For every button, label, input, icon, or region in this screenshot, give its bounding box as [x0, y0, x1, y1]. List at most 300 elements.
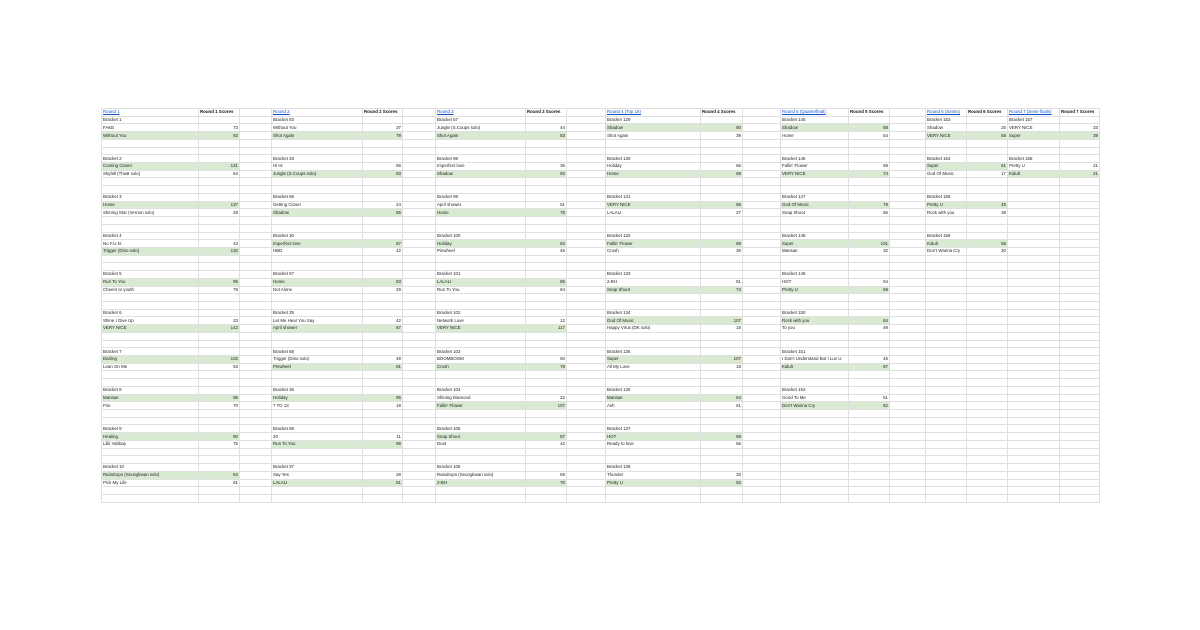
cell[interactable]	[526, 386, 567, 394]
cell[interactable]	[272, 147, 363, 155]
cell[interactable]	[606, 217, 701, 225]
cell[interactable]	[849, 487, 890, 495]
song-score-cell[interactable]: 131	[199, 163, 240, 171]
cell[interactable]	[849, 186, 890, 194]
song-score-cell[interactable]: 28	[363, 471, 403, 479]
bracket-title[interactable]: Bracket 130	[606, 155, 701, 163]
cell[interactable]	[849, 147, 890, 155]
song-name-cell[interactable]: Raindrops (Seungkwan solo)	[102, 471, 199, 479]
song-score-cell[interactable]: 25	[967, 124, 1008, 132]
cell[interactable]	[967, 348, 1008, 356]
song-name-cell[interactable]: Super	[781, 240, 849, 248]
cell[interactable]	[1008, 147, 1060, 155]
bracket-title[interactable]: Bracket 134	[606, 309, 701, 317]
cell[interactable]	[1060, 348, 1100, 356]
song-name-cell[interactable]: Home	[606, 170, 701, 178]
cell[interactable]	[199, 186, 240, 194]
cell[interactable]	[1008, 247, 1060, 255]
song-name-cell[interactable]: Jungle (S.Coups solo)	[272, 170, 363, 178]
cell[interactable]	[1008, 386, 1060, 394]
cell[interactable]	[363, 487, 403, 495]
song-name-cell[interactable]: VERY NICE	[606, 201, 701, 209]
song-score-cell[interactable]: 49	[849, 325, 890, 333]
cell[interactable]	[526, 255, 567, 263]
song-name-cell[interactable]: Shadow	[272, 209, 363, 217]
cell[interactable]	[199, 116, 240, 124]
song-name-cell[interactable]: Shadow	[606, 124, 701, 132]
cell[interactable]	[849, 440, 890, 448]
song-score-cell[interactable]: 98	[363, 440, 403, 448]
song-score-cell[interactable]: 64	[849, 132, 890, 140]
song-name-cell[interactable]: Without You	[272, 124, 363, 132]
cell[interactable]	[199, 386, 240, 394]
cell[interactable]	[701, 417, 743, 425]
cell[interactable]	[701, 487, 743, 495]
cell[interactable]	[926, 340, 967, 348]
song-score-cell[interactable]: 81	[363, 363, 403, 371]
cell[interactable]	[849, 371, 890, 379]
bracket-title[interactable]: Bracket 98	[436, 155, 526, 163]
cell[interactable]	[781, 294, 849, 302]
cell[interactable]	[701, 147, 743, 155]
cell[interactable]	[701, 139, 743, 147]
cell[interactable]	[526, 294, 567, 302]
cell[interactable]	[199, 294, 240, 302]
bracket-title[interactable]: Bracket 152	[781, 386, 849, 394]
song-score-cell[interactable]: 107	[526, 402, 567, 410]
cell[interactable]	[363, 379, 403, 387]
cell[interactable]	[926, 410, 967, 418]
cell[interactable]	[926, 278, 967, 286]
cell[interactable]	[1008, 433, 1060, 441]
cell[interactable]	[606, 494, 701, 502]
song-score-cell[interactable]: 107	[701, 356, 743, 364]
cell[interactable]	[1008, 440, 1060, 448]
cell[interactable]	[199, 417, 240, 425]
song-name-cell[interactable]: Shadow	[781, 124, 849, 132]
song-name-cell[interactable]: Shot Again	[606, 132, 701, 140]
round-header-link[interactable]: Round 5 (Quarterfinal)	[781, 109, 849, 117]
cell[interactable]	[1008, 209, 1060, 217]
song-score-cell[interactable]: 79	[363, 132, 403, 140]
cell[interactable]	[849, 263, 890, 271]
cell[interactable]	[1008, 494, 1060, 502]
bracket-title[interactable]: Bracket 3	[102, 193, 199, 201]
bracket-title[interactable]: Bracket 30	[272, 232, 363, 240]
cell[interactable]	[606, 448, 701, 456]
cell[interactable]	[199, 494, 240, 502]
song-name-cell[interactable]: Let Me Hear You Say	[272, 317, 363, 325]
cell[interactable]	[967, 286, 1008, 294]
cell[interactable]	[606, 379, 701, 387]
song-name-cell[interactable]: Holiday	[272, 394, 363, 402]
cell[interactable]	[606, 255, 701, 263]
song-score-cell[interactable]: 82	[849, 402, 890, 410]
song-score-cell[interactable]: 11	[363, 433, 403, 441]
song-score-cell[interactable]: 58	[967, 132, 1008, 140]
cell[interactable]	[701, 410, 743, 418]
cell[interactable]	[781, 410, 849, 418]
cell[interactable]	[102, 186, 199, 194]
cell[interactable]	[363, 155, 403, 163]
cell[interactable]	[436, 494, 526, 502]
cell[interactable]	[701, 340, 743, 348]
cell[interactable]	[926, 363, 967, 371]
song-score-cell[interactable]: 51	[701, 278, 743, 286]
song-name-cell[interactable]: Imperfect love	[272, 240, 363, 248]
song-score-cell[interactable]: 49	[363, 356, 403, 364]
cell[interactable]	[701, 301, 743, 309]
cell[interactable]	[926, 448, 967, 456]
cell[interactable]	[926, 271, 967, 279]
cell[interactable]	[436, 417, 526, 425]
cell[interactable]	[926, 379, 967, 387]
cell[interactable]	[526, 193, 567, 201]
song-name-cell[interactable]: Run To You	[102, 278, 199, 286]
cell[interactable]	[926, 263, 967, 271]
cell[interactable]	[1008, 224, 1060, 232]
cell[interactable]	[102, 255, 199, 263]
cell[interactable]	[926, 464, 967, 472]
cell[interactable]	[272, 178, 363, 186]
song-score-cell[interactable]: 63	[199, 363, 240, 371]
song-name-cell[interactable]: Fallin' Flower	[781, 163, 849, 171]
cell[interactable]	[199, 178, 240, 186]
song-name-cell[interactable]: Getting Closer	[272, 201, 363, 209]
song-score-cell[interactable]: 87	[849, 363, 890, 371]
cell[interactable]	[199, 301, 240, 309]
cell[interactable]	[781, 379, 849, 387]
cell[interactable]	[926, 402, 967, 410]
cell[interactable]	[606, 147, 701, 155]
cell[interactable]	[967, 402, 1008, 410]
cell[interactable]	[526, 410, 567, 418]
cell[interactable]	[1060, 139, 1100, 147]
cell[interactable]	[1060, 155, 1100, 163]
cell[interactable]	[926, 433, 967, 441]
song-score-cell[interactable]: 61	[967, 163, 1008, 171]
cell[interactable]	[526, 379, 567, 387]
song-score-cell[interactable]: 69	[701, 433, 743, 441]
cell[interactable]	[701, 232, 743, 240]
cell[interactable]	[701, 348, 743, 356]
bracket-title[interactable]: Bracket 4	[102, 232, 199, 240]
cell[interactable]	[967, 340, 1008, 348]
cell[interactable]	[967, 193, 1008, 201]
cell[interactable]	[1008, 479, 1060, 487]
cell[interactable]	[967, 363, 1008, 371]
cell[interactable]	[363, 139, 403, 147]
cell[interactable]	[967, 371, 1008, 379]
cell[interactable]	[1008, 240, 1060, 248]
bracket-title[interactable]: Bracket 147	[781, 193, 849, 201]
cell[interactable]	[1008, 186, 1060, 194]
cell[interactable]	[701, 155, 743, 163]
song-score-cell[interactable]: 42	[526, 440, 567, 448]
cell[interactable]	[1060, 494, 1100, 502]
cell[interactable]	[363, 217, 403, 225]
song-name-cell[interactable]: To you	[781, 325, 849, 333]
cell[interactable]	[1060, 394, 1100, 402]
cell[interactable]	[967, 301, 1008, 309]
round-score-header[interactable]: Round 3 Scores	[526, 109, 567, 117]
cell[interactable]	[926, 386, 967, 394]
song-name-cell[interactable]: Holiday	[606, 163, 701, 171]
cell[interactable]	[926, 356, 967, 364]
cell[interactable]	[849, 479, 890, 487]
cell[interactable]	[967, 479, 1008, 487]
cell[interactable]	[363, 224, 403, 232]
cell[interactable]	[199, 309, 240, 317]
cell[interactable]	[849, 232, 890, 240]
cell[interactable]	[926, 394, 967, 402]
song-score-cell[interactable]: 87	[363, 325, 403, 333]
song-name-cell[interactable]: Snap Shoot	[606, 286, 701, 294]
cell[interactable]	[926, 479, 967, 487]
song-score-cell[interactable]: 74	[701, 286, 743, 294]
song-name-cell[interactable]: Run To You	[272, 440, 363, 448]
song-name-cell[interactable]: LALALI	[606, 209, 701, 217]
round-score-header[interactable]: Round 6 Scores	[967, 109, 1008, 117]
song-name-cell[interactable]: Super	[606, 356, 701, 364]
song-name-cell[interactable]: Kidult	[781, 363, 849, 371]
round-header-link[interactable]: Round 1	[102, 109, 199, 117]
cell[interactable]	[526, 147, 567, 155]
cell[interactable]	[199, 456, 240, 464]
cell[interactable]	[1008, 348, 1060, 356]
cell[interactable]	[272, 340, 363, 348]
song-score-cell[interactable]: 21	[1060, 170, 1100, 178]
cell[interactable]	[1008, 317, 1060, 325]
cell[interactable]	[1008, 309, 1060, 317]
cell[interactable]	[926, 425, 967, 433]
cell[interactable]	[1008, 263, 1060, 271]
song-name-cell[interactable]: April shower	[272, 325, 363, 333]
bracket-title[interactable]: Bracket 103	[436, 348, 526, 356]
cell[interactable]	[199, 139, 240, 147]
cell[interactable]	[363, 464, 403, 472]
cell[interactable]	[363, 456, 403, 464]
cell[interactable]	[701, 186, 743, 194]
cell[interactable]	[1060, 255, 1100, 263]
cell[interactable]	[781, 139, 849, 147]
song-score-cell[interactable]: 132	[199, 247, 240, 255]
bracket-title[interactable]: Bracket 138	[606, 464, 701, 472]
bracket-title[interactable]: Bracket 136	[606, 386, 701, 394]
cell[interactable]	[967, 440, 1008, 448]
cell[interactable]	[363, 410, 403, 418]
cell[interactable]	[363, 371, 403, 379]
cell[interactable]	[199, 193, 240, 201]
song-name-cell[interactable]: Pick My Life	[102, 479, 199, 487]
song-name-cell[interactable]: Don't Wanna Cry	[926, 247, 967, 255]
song-score-cell[interactable]: 58	[967, 240, 1008, 248]
cell[interactable]	[363, 116, 403, 124]
cell[interactable]	[363, 186, 403, 194]
song-score-cell[interactable]: 90	[199, 433, 240, 441]
cell[interactable]	[926, 186, 967, 194]
cell[interactable]	[967, 271, 1008, 279]
bracket-title[interactable]: Bracket 149	[781, 271, 849, 279]
song-name-cell[interactable]: Shine I Give Up	[102, 317, 199, 325]
cell[interactable]	[1060, 332, 1100, 340]
song-name-cell[interactable]: Pretty U	[781, 286, 849, 294]
song-name-cell[interactable]: Kidult	[1008, 170, 1060, 178]
cell[interactable]	[1008, 286, 1060, 294]
song-name-cell[interactable]: God Of Music	[926, 170, 967, 178]
cell[interactable]	[1060, 247, 1100, 255]
bracket-title[interactable]: Bracket 67	[272, 271, 363, 279]
cell[interactable]	[781, 263, 849, 271]
bracket-title[interactable]: Bracket 100	[436, 232, 526, 240]
cell[interactable]	[199, 487, 240, 495]
cell[interactable]	[102, 224, 199, 232]
cell[interactable]	[1008, 232, 1060, 240]
cell[interactable]	[526, 340, 567, 348]
cell[interactable]	[967, 116, 1008, 124]
bracket-title[interactable]: Bracket 35	[272, 309, 363, 317]
cell[interactable]	[606, 371, 701, 379]
song-score-cell[interactable]: 96	[701, 201, 743, 209]
cell[interactable]	[363, 263, 403, 271]
song-name-cell[interactable]: Super	[926, 163, 967, 171]
cell[interactable]	[102, 263, 199, 271]
song-name-cell[interactable]: All My Love	[606, 363, 701, 371]
song-score-cell[interactable]: 50	[526, 356, 567, 364]
song-score-cell[interactable]: 51	[849, 394, 890, 402]
cell[interactable]	[781, 217, 849, 225]
song-name-cell[interactable]: I Don't Understand But I Luv U	[781, 356, 849, 364]
cell[interactable]	[436, 456, 526, 464]
cell[interactable]	[781, 479, 849, 487]
cell[interactable]	[606, 139, 701, 147]
cell[interactable]	[363, 309, 403, 317]
song-score-cell[interactable]: 64	[526, 286, 567, 294]
cell[interactable]	[199, 348, 240, 356]
song-score-cell[interactable]: 73	[199, 124, 240, 132]
cell[interactable]	[102, 487, 199, 495]
song-score-cell[interactable]: 12	[526, 317, 567, 325]
cell[interactable]	[272, 371, 363, 379]
song-name-cell[interactable]: Happy Virus (DK solo)	[606, 325, 701, 333]
song-name-cell[interactable]: Home	[781, 132, 849, 140]
round-header-link[interactable]: Round 4 (Top 16)	[606, 109, 701, 117]
cell[interactable]	[849, 178, 890, 186]
cell[interactable]	[967, 294, 1008, 302]
song-name-cell[interactable]: Snap Shoot	[781, 209, 849, 217]
song-score-cell[interactable]: 27	[701, 209, 743, 217]
song-name-cell[interactable]: Home	[436, 209, 526, 217]
song-name-cell[interactable]: Home	[272, 278, 363, 286]
cell[interactable]	[1060, 433, 1100, 441]
bracket-title[interactable]: Bracket 135	[606, 348, 701, 356]
song-name-cell[interactable]: Crush	[606, 247, 701, 255]
cell[interactable]	[849, 433, 890, 441]
cell[interactable]	[701, 271, 743, 279]
bracket-title[interactable]: Bracket 36	[272, 386, 363, 394]
bracket-title[interactable]: Bracket 105	[436, 425, 526, 433]
cell[interactable]	[272, 448, 363, 456]
cell[interactable]	[526, 309, 567, 317]
cell[interactable]	[781, 440, 849, 448]
cell[interactable]	[526, 232, 567, 240]
song-score-cell[interactable]: 59	[526, 471, 567, 479]
cell[interactable]	[1060, 379, 1100, 387]
cell[interactable]	[701, 116, 743, 124]
song-name-cell[interactable]: BOOMBOOM	[436, 356, 526, 364]
song-score-cell[interactable]: 101	[849, 240, 890, 248]
cell[interactable]	[967, 356, 1008, 364]
cell[interactable]	[436, 448, 526, 456]
cell[interactable]	[1060, 278, 1100, 286]
cell[interactable]	[926, 371, 967, 379]
bracket-title[interactable]: Bracket 102	[436, 309, 526, 317]
song-score-cell[interactable]: 87	[526, 433, 567, 441]
cell[interactable]	[1008, 471, 1060, 479]
song-name-cell[interactable]: Raindrops (Seungkwan solo)	[436, 471, 526, 479]
cell[interactable]	[1008, 332, 1060, 340]
cell[interactable]	[701, 255, 743, 263]
cell[interactable]	[199, 217, 240, 225]
song-name-cell[interactable]: Say Yes	[272, 471, 363, 479]
cell[interactable]	[102, 456, 199, 464]
cell[interactable]	[199, 371, 240, 379]
song-score-cell[interactable]: 85	[526, 278, 567, 286]
cell[interactable]	[926, 348, 967, 356]
cell[interactable]	[102, 332, 199, 340]
cell[interactable]	[1060, 363, 1100, 371]
cell[interactable]	[102, 379, 199, 387]
bracket-title[interactable]: Bracket 66	[272, 193, 363, 201]
cell[interactable]	[967, 155, 1008, 163]
song-score-cell[interactable]: 20	[967, 247, 1008, 255]
song-name-cell[interactable]: 7 TO 13	[272, 402, 363, 410]
cell[interactable]	[1060, 440, 1100, 448]
cell[interactable]	[526, 155, 567, 163]
cell[interactable]	[436, 263, 526, 271]
cell[interactable]	[849, 155, 890, 163]
song-name-cell[interactable]: Fire	[102, 402, 199, 410]
cell[interactable]	[926, 440, 967, 448]
cell[interactable]	[1060, 224, 1100, 232]
song-score-cell[interactable]: 102	[199, 356, 240, 364]
song-name-cell[interactable]: Cheers to youth	[102, 286, 199, 294]
round-score-header[interactable]: Round 2 Scores	[363, 109, 403, 117]
cell[interactable]	[701, 193, 743, 201]
song-score-cell[interactable]: 79	[526, 363, 567, 371]
round-score-header[interactable]: Round 5 Scores	[849, 109, 890, 117]
cell[interactable]	[526, 332, 567, 340]
cell[interactable]	[363, 348, 403, 356]
cell[interactable]	[701, 178, 743, 186]
cell[interactable]	[781, 371, 849, 379]
cell[interactable]	[1060, 240, 1100, 248]
song-name-cell[interactable]: Shining Star (Vernon solo)	[102, 209, 199, 217]
cell[interactable]	[1060, 386, 1100, 394]
cell[interactable]	[526, 139, 567, 147]
cell[interactable]	[926, 147, 967, 155]
cell[interactable]	[701, 224, 743, 232]
cell[interactable]	[849, 301, 890, 309]
cell[interactable]	[967, 386, 1008, 394]
bracket-title[interactable]: Bracket 10	[102, 464, 199, 472]
cell[interactable]	[1060, 417, 1100, 425]
cell[interactable]	[926, 286, 967, 294]
song-name-cell[interactable]: Mansae	[102, 394, 199, 402]
cell[interactable]	[199, 448, 240, 456]
cell[interactable]	[1060, 147, 1100, 155]
cell[interactable]	[436, 410, 526, 418]
